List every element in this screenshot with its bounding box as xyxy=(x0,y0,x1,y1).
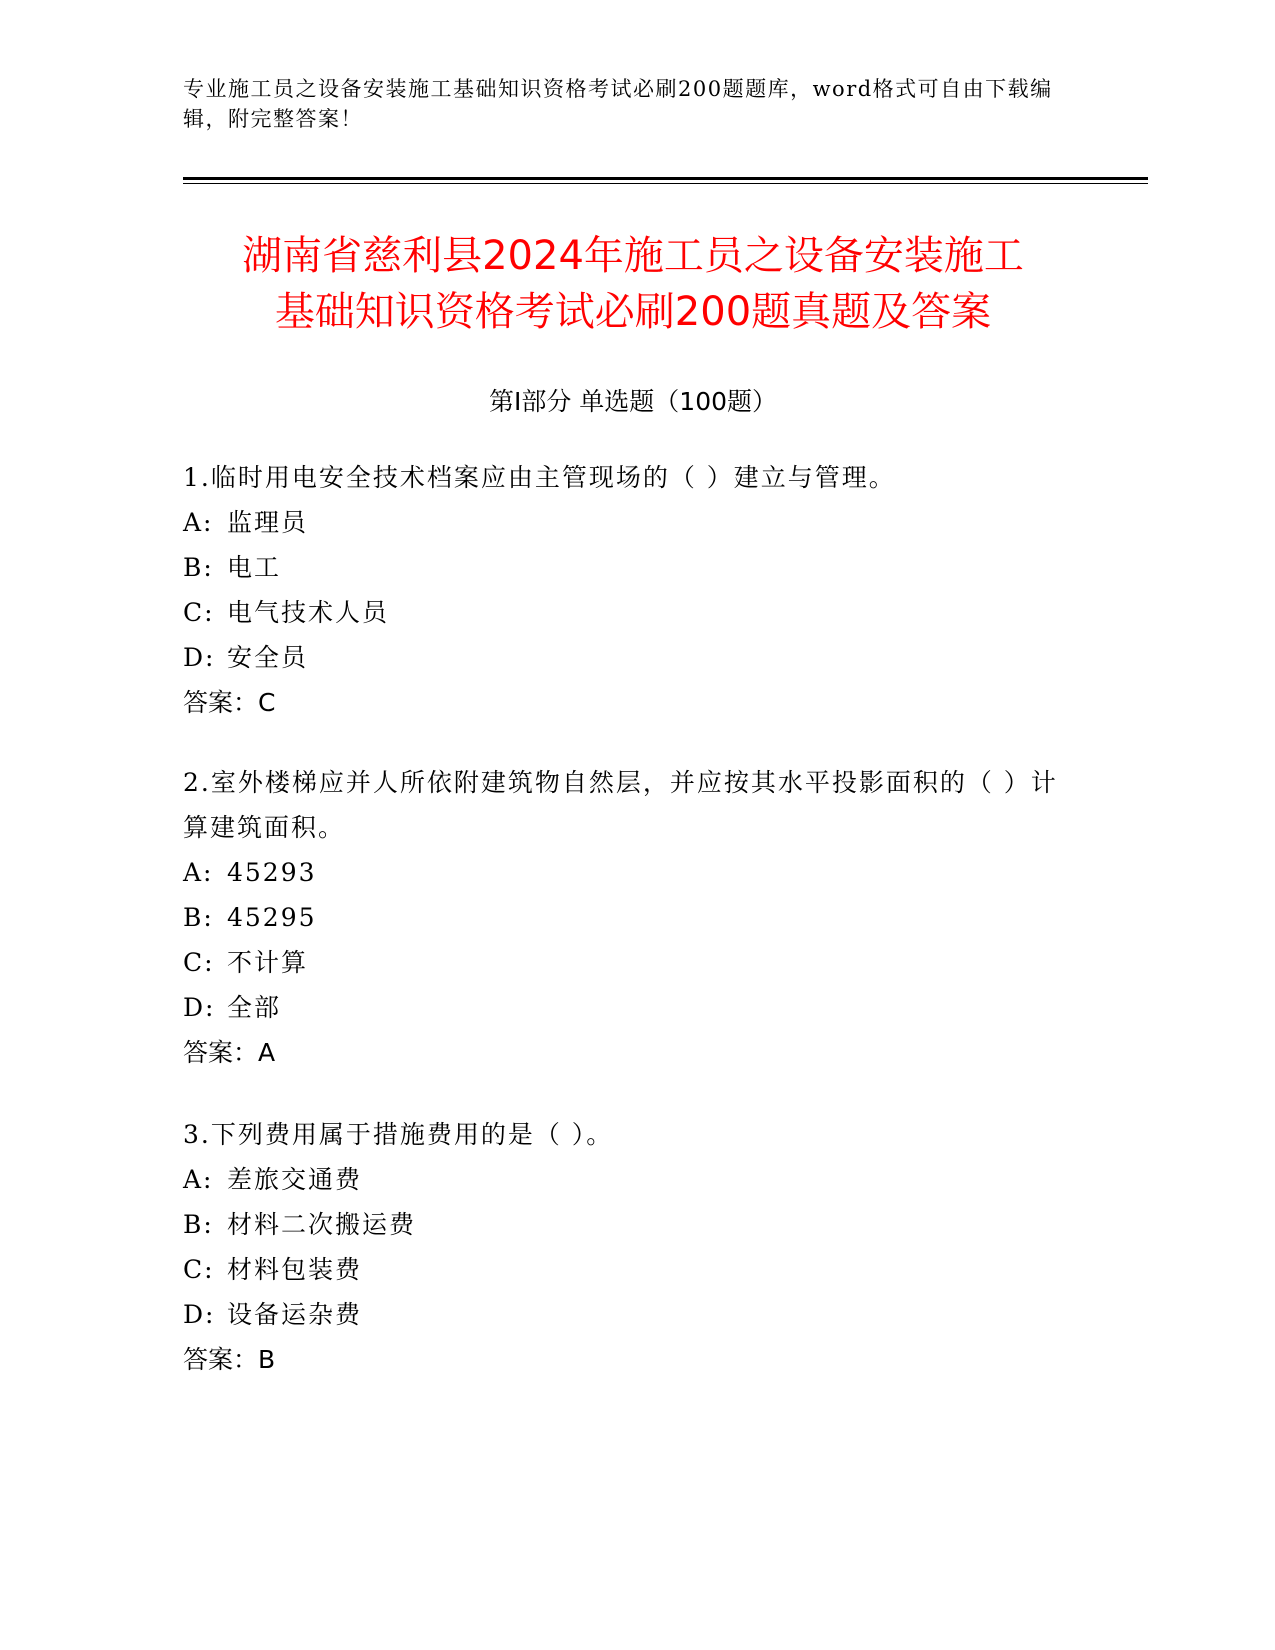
option-text: 设备运杂费 xyxy=(227,1300,363,1329)
option-b xyxy=(183,1202,1063,1247)
option-text: 安全员 xyxy=(227,643,309,672)
option-letter: A: xyxy=(183,1165,214,1194)
option-letter: B: xyxy=(183,903,214,932)
option-text: 电工 xyxy=(227,553,282,582)
answer-line: 答案：C xyxy=(183,688,276,717)
divider-thin-line xyxy=(183,183,1148,184)
section-heading: 第I部分 单选题（100题） xyxy=(488,387,778,416)
option-letter: A: xyxy=(183,858,214,887)
option-text: 电气技术人员 xyxy=(227,598,390,627)
option-text: 45293 xyxy=(227,858,317,887)
option-c xyxy=(183,590,1063,635)
question-stem: 3.下列费用属于措施费用的是（ ）。 xyxy=(183,1120,614,1149)
question-2 xyxy=(183,760,1063,1075)
option-letter: A: xyxy=(183,508,214,537)
option-text: 材料包装费 xyxy=(227,1255,363,1284)
answer-line: 答案：A xyxy=(183,1038,276,1067)
option-b xyxy=(183,545,1063,590)
option-text: 不计算 xyxy=(227,948,309,977)
option-a xyxy=(183,850,1063,895)
option-text: 材料二次搬运费 xyxy=(227,1210,417,1239)
answer-line: 答案：B xyxy=(183,1345,276,1374)
option-c xyxy=(183,1247,1063,1292)
option-text: 45295 xyxy=(227,903,317,932)
title-line-2: 基础知识资格考试必刷200题真题及答案 xyxy=(274,289,992,335)
question-stem: 1.临时用电安全技术档案应由主管现场的（ ）建立与管理。 xyxy=(183,463,896,492)
header-note: 专业施工员之设备安装施工基础知识资格考试必刷200题题库，word格式可自由下载编辑，附完整答案！ xyxy=(183,77,1053,131)
question-1 xyxy=(183,455,1063,725)
option-text: 全部 xyxy=(227,993,282,1022)
option-c xyxy=(183,940,1063,985)
option-letter: D: xyxy=(183,993,216,1022)
question-stem: 2.室外楼梯应并人所依附建筑物自然层，并应按其水平投影面积的（ ）计算建筑面积。 xyxy=(183,768,1058,842)
title-line-1: 湖南省慈利县2024年施工员之设备安装施工 xyxy=(242,233,1024,279)
option-a xyxy=(183,1157,1063,1202)
option-letter: C: xyxy=(183,598,215,627)
question-3 xyxy=(183,1112,1063,1382)
option-letter: D: xyxy=(183,1300,216,1329)
option-letter: D: xyxy=(183,643,216,672)
divider-thick-line xyxy=(183,177,1148,180)
option-b xyxy=(183,895,1063,940)
option-d xyxy=(183,985,1063,1030)
option-text: 差旅交通费 xyxy=(227,1165,363,1194)
option-text: 监理员 xyxy=(227,508,309,537)
option-d xyxy=(183,1292,1063,1337)
header-divider xyxy=(183,177,1148,184)
option-letter: B: xyxy=(183,1210,214,1239)
option-d xyxy=(183,635,1063,680)
option-a xyxy=(183,500,1063,545)
option-letter: B: xyxy=(183,553,214,582)
option-letter: C: xyxy=(183,1255,215,1284)
option-letter: C: xyxy=(183,948,215,977)
document-title xyxy=(183,228,1083,340)
